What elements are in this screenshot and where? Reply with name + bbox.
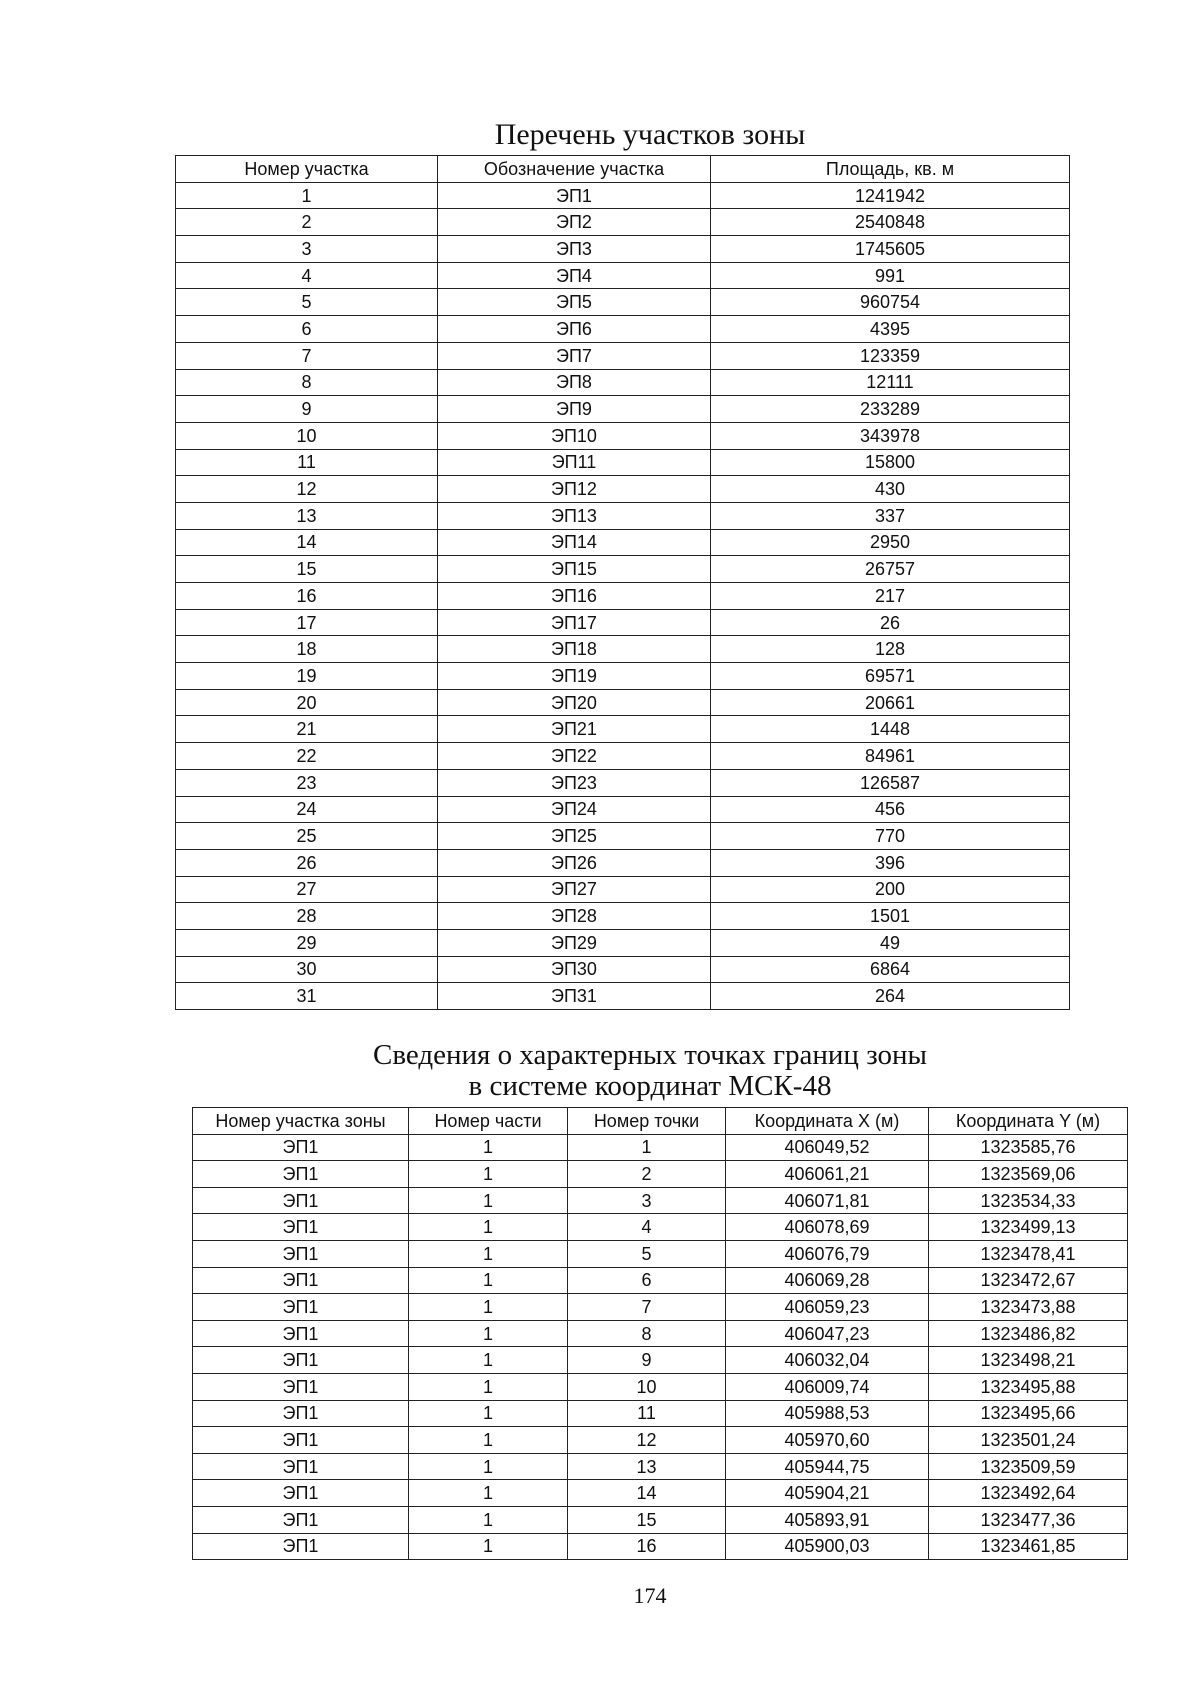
cell-coordinate-y: 1323486,82 xyxy=(929,1320,1128,1347)
cell-area: 12111 xyxy=(711,369,1070,396)
table-row xyxy=(193,1320,1128,1347)
cell-part-number: 1 xyxy=(409,1480,568,1507)
cell-area: 217 xyxy=(711,583,1070,610)
cell-zone-plot-number: ЭП1 xyxy=(193,1480,409,1507)
cell-plot-designation: ЭП8 xyxy=(438,369,711,396)
cell-area: 4395 xyxy=(711,316,1070,343)
table-row xyxy=(176,502,1070,529)
cell-zone-plot-number: ЭП1 xyxy=(193,1161,409,1188)
cell-point-number: 7 xyxy=(568,1294,726,1321)
cell-part-number: 1 xyxy=(409,1533,568,1560)
cell-plot-number: 13 xyxy=(176,502,438,529)
points-info-title-line1: Сведения о характерных точках границ зоны xyxy=(373,1039,927,1071)
cell-area: 430 xyxy=(711,476,1070,503)
cell-plot-designation: ЭП31 xyxy=(438,983,711,1010)
cell-plot-number: 16 xyxy=(176,583,438,610)
cell-plot-designation: ЭП14 xyxy=(438,529,711,556)
cell-plot-number: 11 xyxy=(176,449,438,476)
table-row xyxy=(176,849,1070,876)
cell-zone-plot-number: ЭП1 xyxy=(193,1453,409,1480)
cell-plot-designation: ЭП27 xyxy=(438,876,711,903)
table-row xyxy=(176,236,1070,263)
cell-part-number: 1 xyxy=(409,1240,568,1267)
table-row xyxy=(176,663,1070,690)
cell-plot-designation: ЭП15 xyxy=(438,556,711,583)
cell-plot-designation: ЭП3 xyxy=(438,236,711,263)
cell-point-number: 14 xyxy=(568,1480,726,1507)
table-row xyxy=(176,476,1070,503)
plots-list-title: Перечень участков зоны xyxy=(494,118,806,151)
cell-plot-designation: ЭП13 xyxy=(438,502,711,529)
cell-zone-plot-number: ЭП1 xyxy=(193,1400,409,1427)
cell-area: 1501 xyxy=(711,903,1070,930)
cell-coordinate-y: 1323534,33 xyxy=(929,1187,1128,1214)
cell-plot-number: 3 xyxy=(176,236,438,263)
cell-coordinate-x: 406059,23 xyxy=(726,1294,929,1321)
cell-coordinate-x: 406009,74 xyxy=(726,1373,929,1400)
cell-zone-plot-number: ЭП1 xyxy=(193,1427,409,1454)
cell-zone-plot-number: ЭП1 xyxy=(193,1533,409,1560)
header-area: Площадь, кв. м xyxy=(711,156,1070,183)
table-row xyxy=(176,769,1070,796)
header-plot-number: Номер участка xyxy=(176,156,438,183)
table-row xyxy=(176,209,1070,236)
cell-area: 128 xyxy=(711,636,1070,663)
cell-area: 1448 xyxy=(711,716,1070,743)
cell-plot-number: 26 xyxy=(176,849,438,876)
cell-point-number: 15 xyxy=(568,1506,726,1533)
table-row xyxy=(176,182,1070,209)
cell-plot-designation: ЭП22 xyxy=(438,743,711,770)
table-row xyxy=(176,422,1070,449)
cell-plot-number: 8 xyxy=(176,369,438,396)
table-row xyxy=(176,929,1070,956)
cell-coordinate-y: 1323477,36 xyxy=(929,1506,1128,1533)
cell-coordinate-x: 405944,75 xyxy=(726,1453,929,1480)
cell-plot-designation: ЭП25 xyxy=(438,823,711,850)
cell-area: 396 xyxy=(711,849,1070,876)
table-row xyxy=(176,369,1070,396)
cell-plot-number: 27 xyxy=(176,876,438,903)
cell-part-number: 1 xyxy=(409,1427,568,1454)
cell-coordinate-y: 1323585,76 xyxy=(929,1134,1128,1161)
cell-plot-number: 12 xyxy=(176,476,438,503)
cell-point-number: 10 xyxy=(568,1373,726,1400)
cell-area: 26757 xyxy=(711,556,1070,583)
cell-point-number: 11 xyxy=(568,1400,726,1427)
cell-point-number: 16 xyxy=(568,1533,726,1560)
cell-area: 126587 xyxy=(711,769,1070,796)
table-row xyxy=(176,903,1070,930)
cell-part-number: 1 xyxy=(409,1161,568,1188)
table-row xyxy=(176,716,1070,743)
header-part-number: Номер части xyxy=(409,1108,568,1135)
cell-plot-designation: ЭП29 xyxy=(438,929,711,956)
cell-coordinate-x: 406069,28 xyxy=(726,1267,929,1294)
cell-point-number: 13 xyxy=(568,1453,726,1480)
cell-plot-designation: ЭП20 xyxy=(438,689,711,716)
cell-coordinate-x: 405988,53 xyxy=(726,1400,929,1427)
table-row xyxy=(176,689,1070,716)
cell-plot-number: 2 xyxy=(176,209,438,236)
cell-plot-designation: ЭП30 xyxy=(438,956,711,983)
cell-plot-number: 10 xyxy=(176,422,438,449)
cell-plot-designation: ЭП2 xyxy=(438,209,711,236)
cell-coordinate-x: 406047,23 xyxy=(726,1320,929,1347)
cell-plot-number: 19 xyxy=(176,663,438,690)
table-row xyxy=(193,1480,1128,1507)
header-coordinate-y: Координата Y (м) xyxy=(929,1108,1128,1135)
header-row xyxy=(176,156,1070,183)
cell-point-number: 8 xyxy=(568,1320,726,1347)
cell-area: 2540848 xyxy=(711,209,1070,236)
cell-coordinate-x: 406076,79 xyxy=(726,1240,929,1267)
cell-plot-number: 1 xyxy=(176,182,438,209)
cell-plot-designation: ЭП11 xyxy=(438,449,711,476)
table-row xyxy=(176,876,1070,903)
cell-area: 2950 xyxy=(711,529,1070,556)
cell-plot-number: 17 xyxy=(176,609,438,636)
cell-plot-designation: ЭП28 xyxy=(438,903,711,930)
cell-plot-designation: ЭП18 xyxy=(438,636,711,663)
cell-coordinate-y: 1323569,06 xyxy=(929,1161,1128,1188)
cell-point-number: 5 xyxy=(568,1240,726,1267)
cell-part-number: 1 xyxy=(409,1347,568,1374)
table-row xyxy=(193,1506,1128,1533)
table-row xyxy=(176,609,1070,636)
plots-table-body xyxy=(176,182,1070,1009)
cell-plot-number: 18 xyxy=(176,636,438,663)
cell-area: 1241942 xyxy=(711,182,1070,209)
table-row xyxy=(193,1533,1128,1560)
table-row xyxy=(193,1427,1128,1454)
coordinates-table-body xyxy=(193,1134,1128,1560)
cell-plot-number: 30 xyxy=(176,956,438,983)
cell-area: 49 xyxy=(711,929,1070,956)
cell-plot-designation: ЭП12 xyxy=(438,476,711,503)
cell-zone-plot-number: ЭП1 xyxy=(193,1347,409,1374)
cell-point-number: 4 xyxy=(568,1214,726,1241)
cell-plot-designation: ЭП16 xyxy=(438,583,711,610)
cell-coordinate-x: 406071,81 xyxy=(726,1187,929,1214)
header-coordinate-x: Координата X (м) xyxy=(726,1108,929,1135)
table-row xyxy=(193,1267,1128,1294)
cell-area: 770 xyxy=(711,823,1070,850)
cell-point-number: 2 xyxy=(568,1161,726,1188)
cell-part-number: 1 xyxy=(409,1214,568,1241)
table-row xyxy=(193,1134,1128,1161)
cell-coordinate-x: 405900,03 xyxy=(726,1533,929,1560)
table-row xyxy=(176,342,1070,369)
cell-part-number: 1 xyxy=(409,1320,568,1347)
table-row xyxy=(193,1161,1128,1188)
cell-plot-number: 4 xyxy=(176,262,438,289)
cell-part-number: 1 xyxy=(409,1294,568,1321)
table-row xyxy=(193,1347,1128,1374)
cell-point-number: 3 xyxy=(568,1187,726,1214)
cell-plot-designation: ЭП4 xyxy=(438,262,711,289)
cell-plot-designation: ЭП6 xyxy=(438,316,711,343)
table-row xyxy=(176,636,1070,663)
table-row xyxy=(176,823,1070,850)
cell-coordinate-x: 406032,04 xyxy=(726,1347,929,1374)
cell-plot-number: 21 xyxy=(176,716,438,743)
cell-point-number: 12 xyxy=(568,1427,726,1454)
cell-part-number: 1 xyxy=(409,1453,568,1480)
table-row xyxy=(193,1214,1128,1241)
table-row xyxy=(176,556,1070,583)
cell-coordinate-y: 1323478,41 xyxy=(929,1240,1128,1267)
cell-area: 84961 xyxy=(711,743,1070,770)
cell-area: 337 xyxy=(711,502,1070,529)
cell-coordinate-y: 1323499,13 xyxy=(929,1214,1128,1241)
table-row xyxy=(193,1240,1128,1267)
header-point-number: Номер точки xyxy=(568,1108,726,1135)
cell-coordinate-y: 1323472,67 xyxy=(929,1267,1128,1294)
page-number: 174 xyxy=(633,1583,667,1608)
cell-coordinate-y: 1323498,21 xyxy=(929,1347,1128,1374)
cell-area: 15800 xyxy=(711,449,1070,476)
points-info-title-line2: в системе координат МСК-48 xyxy=(468,1070,832,1102)
cell-part-number: 1 xyxy=(409,1267,568,1294)
cell-point-number: 9 xyxy=(568,1347,726,1374)
cell-plot-designation: ЭП19 xyxy=(438,663,711,690)
cell-zone-plot-number: ЭП1 xyxy=(193,1267,409,1294)
table-row xyxy=(176,449,1070,476)
cell-plot-number: 24 xyxy=(176,796,438,823)
points-info-title xyxy=(0,1040,1200,1102)
cell-coordinate-y: 1323492,64 xyxy=(929,1480,1128,1507)
coordinates-table-header xyxy=(193,1108,1128,1135)
cell-plot-number: 28 xyxy=(176,903,438,930)
cell-coordinate-x: 406078,69 xyxy=(726,1214,929,1241)
cell-area: 343978 xyxy=(711,422,1070,449)
plots-table xyxy=(175,155,1070,1010)
header-zone-plot-number: Номер участка зоны xyxy=(193,1108,409,1135)
table-row xyxy=(193,1294,1128,1321)
cell-plot-designation: ЭП26 xyxy=(438,849,711,876)
cell-coordinate-y: 1323495,66 xyxy=(929,1400,1128,1427)
cell-plot-designation: ЭП24 xyxy=(438,796,711,823)
cell-plot-designation: ЭП21 xyxy=(438,716,711,743)
cell-part-number: 1 xyxy=(409,1187,568,1214)
cell-coordinate-x: 405970,60 xyxy=(726,1427,929,1454)
cell-part-number: 1 xyxy=(409,1373,568,1400)
cell-area: 456 xyxy=(711,796,1070,823)
table-row xyxy=(176,262,1070,289)
cell-area: 20661 xyxy=(711,689,1070,716)
cell-area: 123359 xyxy=(711,342,1070,369)
cell-coordinate-y: 1323473,88 xyxy=(929,1294,1128,1321)
cell-zone-plot-number: ЭП1 xyxy=(193,1240,409,1267)
cell-coordinate-y: 1323509,59 xyxy=(929,1453,1128,1480)
cell-point-number: 6 xyxy=(568,1267,726,1294)
table-row xyxy=(176,583,1070,610)
cell-zone-plot-number: ЭП1 xyxy=(193,1506,409,1533)
table-row xyxy=(176,529,1070,556)
table-row xyxy=(176,289,1070,316)
table-row xyxy=(193,1453,1128,1480)
table-row xyxy=(176,396,1070,423)
cell-plot-number: 23 xyxy=(176,769,438,796)
cell-area: 233289 xyxy=(711,396,1070,423)
cell-plot-number: 14 xyxy=(176,529,438,556)
cell-area: 1745605 xyxy=(711,236,1070,263)
cell-coordinate-x: 405904,21 xyxy=(726,1480,929,1507)
cell-plot-number: 7 xyxy=(176,342,438,369)
cell-zone-plot-number: ЭП1 xyxy=(193,1187,409,1214)
cell-plot-designation: ЭП7 xyxy=(438,342,711,369)
cell-area: 200 xyxy=(711,876,1070,903)
cell-coordinate-y: 1323501,24 xyxy=(929,1427,1128,1454)
table-row xyxy=(176,743,1070,770)
plots-table-header xyxy=(176,156,1070,183)
cell-coordinate-x: 405893,91 xyxy=(726,1506,929,1533)
cell-zone-plot-number: ЭП1 xyxy=(193,1134,409,1161)
cell-plot-designation: ЭП9 xyxy=(438,396,711,423)
cell-plot-designation: ЭП1 xyxy=(438,182,711,209)
table-row xyxy=(176,796,1070,823)
cell-plot-number: 15 xyxy=(176,556,438,583)
cell-area: 26 xyxy=(711,609,1070,636)
cell-coordinate-x: 406049,52 xyxy=(726,1134,929,1161)
cell-area: 264 xyxy=(711,983,1070,1010)
cell-plot-number: 22 xyxy=(176,743,438,770)
cell-plot-number: 29 xyxy=(176,929,438,956)
table-row xyxy=(193,1187,1128,1214)
header-plot-designation: Обозначение участка xyxy=(438,156,711,183)
cell-coordinate-y: 1323461,85 xyxy=(929,1533,1128,1560)
cell-zone-plot-number: ЭП1 xyxy=(193,1373,409,1400)
cell-coordinate-x: 406061,21 xyxy=(726,1161,929,1188)
cell-coordinate-y: 1323495,88 xyxy=(929,1373,1128,1400)
cell-area: 6864 xyxy=(711,956,1070,983)
coordinates-table xyxy=(192,1107,1128,1560)
cell-zone-plot-number: ЭП1 xyxy=(193,1294,409,1321)
cell-plot-designation: ЭП17 xyxy=(438,609,711,636)
cell-point-number: 1 xyxy=(568,1134,726,1161)
table-row xyxy=(176,316,1070,343)
cell-plot-number: 25 xyxy=(176,823,438,850)
cell-zone-plot-number: ЭП1 xyxy=(193,1320,409,1347)
table-row xyxy=(176,983,1070,1010)
cell-part-number: 1 xyxy=(409,1134,568,1161)
cell-plot-number: 20 xyxy=(176,689,438,716)
cell-area: 960754 xyxy=(711,289,1070,316)
cell-plot-designation: ЭП23 xyxy=(438,769,711,796)
cell-plot-number: 5 xyxy=(176,289,438,316)
cell-part-number: 1 xyxy=(409,1400,568,1427)
cell-area: 69571 xyxy=(711,663,1070,690)
table-row xyxy=(176,956,1070,983)
cell-area: 991 xyxy=(711,262,1070,289)
cell-zone-plot-number: ЭП1 xyxy=(193,1214,409,1241)
cell-plot-designation: ЭП5 xyxy=(438,289,711,316)
cell-part-number: 1 xyxy=(409,1506,568,1533)
cell-plot-designation: ЭП10 xyxy=(438,422,711,449)
cell-plot-number: 31 xyxy=(176,983,438,1010)
table-row xyxy=(193,1373,1128,1400)
header-row xyxy=(193,1108,1128,1135)
cell-plot-number: 6 xyxy=(176,316,438,343)
table-row xyxy=(193,1400,1128,1427)
cell-plot-number: 9 xyxy=(176,396,438,423)
